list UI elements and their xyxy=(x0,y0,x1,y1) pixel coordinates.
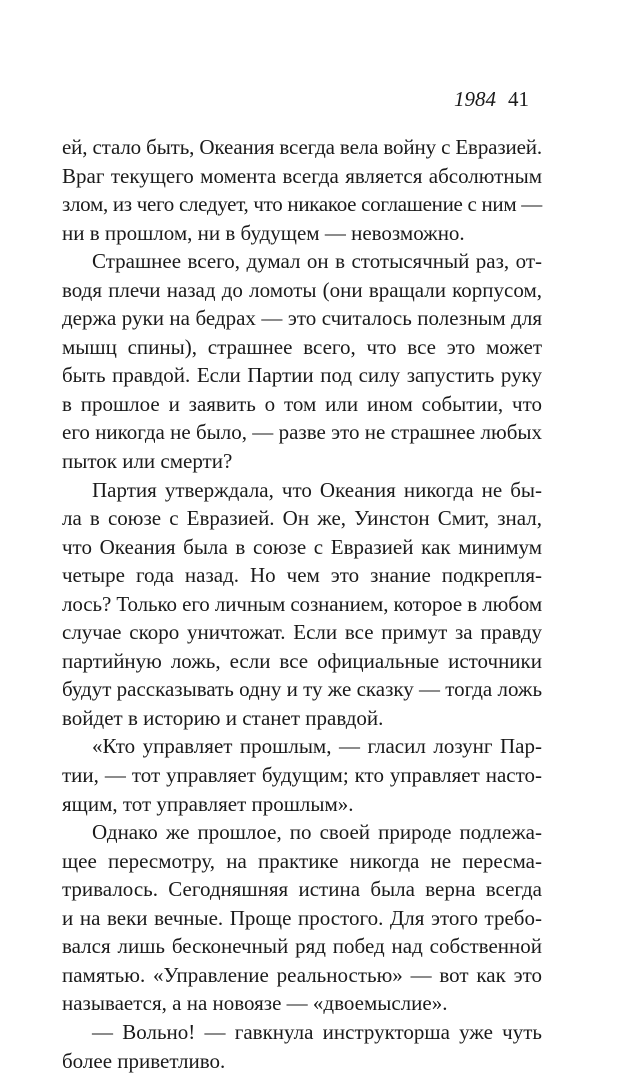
text-line: вался лишь бесконечный ряд побед над собственной xyxy=(62,932,542,961)
text-line: что Океания была в союзе с Евразией как минимум xyxy=(62,533,542,562)
text-line: в прошлое и заявить о том или ином событии, что xyxy=(62,390,542,419)
text-line: щее пересмотру, на практике никогда не пересма- xyxy=(62,847,542,876)
text-line: «Кто управляет прошлым, — гласил лозунг Пар- xyxy=(62,732,542,761)
text-line: случае скоро уничтожат. Если все примут за правду xyxy=(62,618,542,647)
text-line: держа руки на бедрах — это считалось полезным для xyxy=(62,304,542,333)
text-line: четыре года назад. Но чем это знание подкрепля- xyxy=(62,561,542,590)
text-line: называется, а на новоязе — «двоемыслие». xyxy=(62,989,542,1018)
text-line: его никогда не было, — разве это не страшнее любых xyxy=(62,418,542,447)
text-line: мышц спины), страшнее всего, что все это может xyxy=(62,333,542,362)
text-line: и на веки вечные. Проще простого. Для этого требо- xyxy=(62,904,542,933)
text-line: ла в союзе с Евразией. Он же, Уинстон Смит, знал, xyxy=(62,504,542,533)
page-number: 41 xyxy=(508,87,529,111)
text-line: более приветливо. xyxy=(62,1047,542,1075)
text-line: быть правдой. Если Партии под силу запустить руку xyxy=(62,361,542,390)
running-header xyxy=(454,86,529,112)
text-line: Враг текущего момента всегда является абсолютным xyxy=(62,162,542,191)
text-line: водя плечи назад до ломоты (они вращали корпусом, xyxy=(62,276,542,305)
text-line: ящим, тот управляет прошлым». xyxy=(62,790,542,819)
text-line: партийную ложь, если все официальные источники xyxy=(62,647,542,676)
text-line: Однако же прошлое, по своей природе подлежа- xyxy=(62,818,542,847)
text-line: лось? Только его личным сознанием, которое в любом xyxy=(62,590,542,619)
text-line: памятью. «Управление реальностью» — вот как это xyxy=(62,961,542,990)
text-line: — Вольно! — гавкнула инструкторша уже чуть xyxy=(62,1018,542,1047)
text-line: злом, из чего следует, что никакое соглашение с ним — xyxy=(62,190,542,219)
text-line: будут рассказывать одну и ту же сказку — тогда ложь xyxy=(62,675,542,704)
text-line: ни в прошлом, ни в будущем — невозможно. xyxy=(62,219,542,248)
running-head-title: 1984 xyxy=(454,87,496,111)
text-line: ей, стало быть, Океания всегда вела войну с Евразией. xyxy=(62,133,542,162)
text-line: тии, — тот управляет будущим; кто управляет насто- xyxy=(62,761,542,790)
text-line: тривалось. Сегодняшняя истина была верна всегда xyxy=(62,875,542,904)
text-line: войдет в историю и станет правдой. xyxy=(62,704,542,733)
text-line: Страшнее всего, думал он в стотысячный раз, от- xyxy=(62,247,542,276)
text-line: Партия утверждала, что Океания никогда не бы- xyxy=(62,476,542,505)
text-line: пыток или смерти? xyxy=(62,447,542,476)
body-text xyxy=(62,133,542,1075)
